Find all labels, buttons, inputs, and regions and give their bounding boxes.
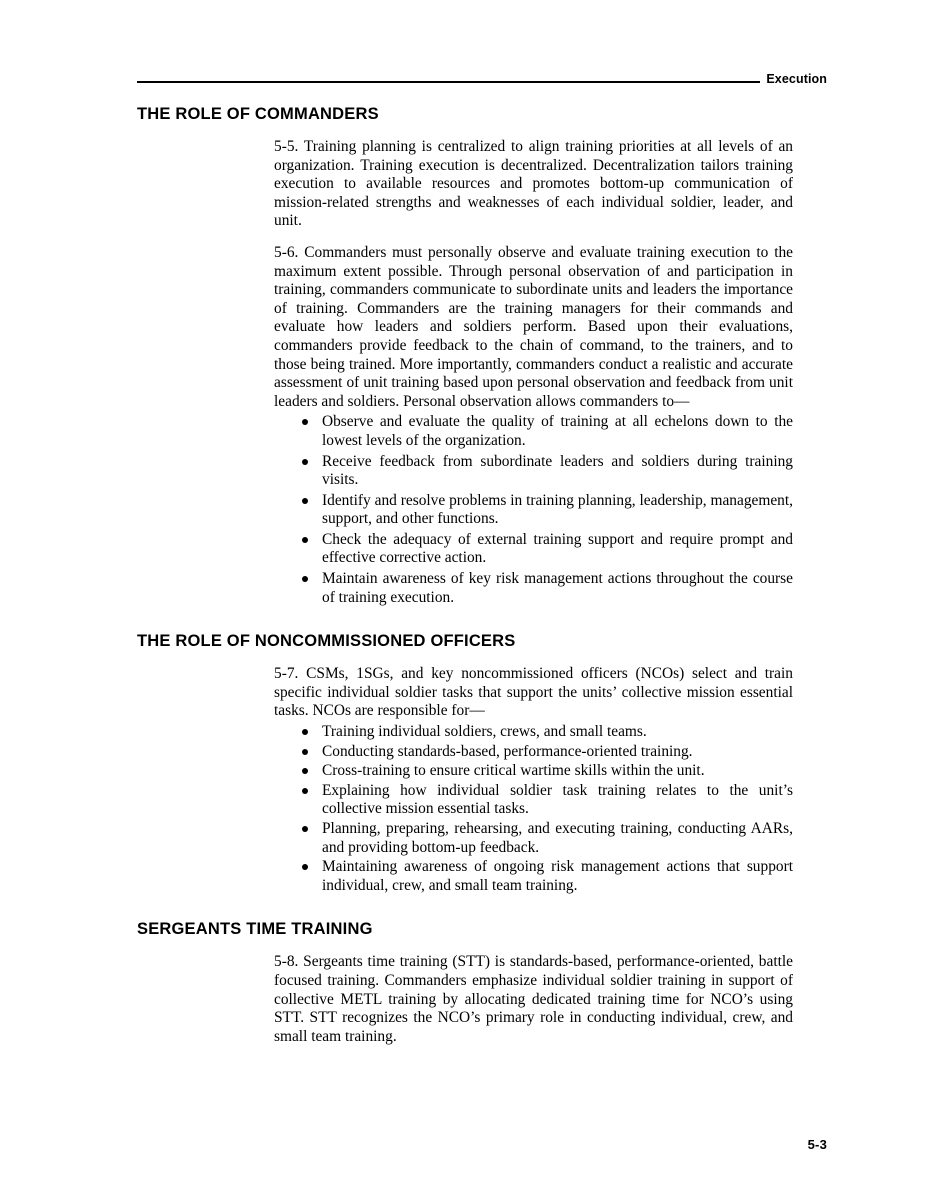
list-item-text: Planning, preparing, rehearsing, and executing training, conducting AARs, and providing bottom-up feedback. — [322, 820, 793, 856]
bullet-icon — [302, 826, 308, 832]
bullet-list — [274, 723, 793, 895]
bullet-icon — [302, 729, 308, 735]
list-item-text: Cross-training to ensure critical wartime skills within the unit. — [322, 762, 705, 780]
list-item — [274, 858, 793, 895]
list-item — [274, 820, 793, 857]
page-number: 5-3 — [807, 1137, 827, 1152]
section-sergeants-time-training — [137, 919, 793, 1046]
section-body — [274, 665, 793, 721]
page-header — [137, 72, 827, 90]
bullet-icon — [302, 864, 308, 870]
bullet-list-wrap — [274, 413, 793, 607]
section-role-of-commanders — [137, 104, 793, 607]
list-item-text: Maintain awareness of key risk management actions throughout the course of training execution. — [322, 570, 793, 606]
bullet-icon — [302, 788, 308, 794]
section-heading: THE ROLE OF NONCOMMISSIONED OFFICERS — [137, 632, 516, 651]
bullet-list — [274, 413, 793, 607]
list-item-text: Observe and evaluate the quality of training at all echelons down to the lowest levels of the organization. — [322, 413, 793, 449]
list-item — [274, 531, 793, 568]
list-item — [274, 570, 793, 607]
bullet-icon — [302, 768, 308, 774]
section-body — [274, 138, 793, 411]
header-rule — [137, 81, 827, 83]
list-item-text: Identify and resolve problems in training planning, leadership, management, support, and other functions. — [322, 491, 793, 528]
section-role-of-noncommissioned-officers — [137, 631, 793, 895]
paragraph: 5-6. Commanders must personally observe and evaluate training execution to the maximum extent possible. Through personal observation of and participation in training, commanders communicate to subordinate units and leaders the importance of training. Commanders are the training managers for their commands and evaluate how leaders and soldiers perform. Based upon their evaluations, commanders provide feedback to the chain of command, to the trainers, and to those being trained. More importantly, commanders conduct a realistic and accurate assessment of unit training based upon personal observation and feedback from unit leaders and soldiers. Personal observation allows commanders to— — [274, 243, 793, 410]
list-item-text: Receive feedback from subordinate leaders and soldiers during training visits. — [322, 452, 793, 489]
list-item-text: Conducting standards-based, performance-oriented training. — [322, 742, 693, 760]
list-item-text: Check the adequacy of external training support and require prompt and effective corrective action. — [322, 530, 793, 567]
page-footer — [137, 1137, 827, 1152]
bullet-icon — [302, 419, 308, 425]
list-item-text: Explaining how individual soldier task training relates to the unit’s collective mission essential tasks. — [322, 781, 793, 818]
section-heading: SERGEANTS TIME TRAINING — [137, 920, 373, 939]
bullet-icon — [302, 537, 308, 543]
list-item — [274, 453, 793, 490]
list-item — [274, 743, 793, 762]
list-item — [274, 492, 793, 529]
bullet-icon — [302, 459, 308, 465]
running-head: Execution — [760, 72, 827, 86]
section-body — [274, 953, 793, 1046]
list-item — [274, 782, 793, 819]
bullet-icon — [302, 749, 308, 755]
list-item-text: Maintaining awareness of ongoing risk management actions that support individual, crew, and small team training. — [322, 858, 793, 894]
paragraph: 5-8. Sergeants time training (STT) is standards-based, performance-oriented, battle focused training. Commanders emphasize individual soldier training in support of collective METL training by allocating dedicated training time for NCO’s using STT. STT recognizes the NCO’s primary role in conducting individual, crew, and small team training. — [274, 953, 793, 1045]
page-content — [137, 104, 793, 1046]
bullet-list-wrap — [274, 723, 793, 895]
list-item — [274, 723, 793, 742]
list-item-text: Training individual soldiers, crews, and small teams. — [322, 723, 647, 741]
list-item — [274, 762, 793, 781]
paragraph: 5-5. Training planning is centralized to align training priorities at all levels of an organization. Training execution is decentralized. Decentralization tailors training execution to available resources and promotes bottom-up communication of mission-related strengths and weaknesses of each individual soldier, leader, and unit. — [274, 138, 793, 230]
section-heading: THE ROLE OF COMMANDERS — [137, 105, 379, 123]
paragraph: 5-7. CSMs, 1SGs, and key noncommissioned officers (NCOs) select and train specific individual soldier tasks that support the units’ collective mission essential tasks. NCOs are responsible for— — [274, 665, 793, 720]
bullet-icon — [302, 576, 308, 582]
bullet-icon — [302, 498, 308, 504]
list-item — [274, 413, 793, 450]
